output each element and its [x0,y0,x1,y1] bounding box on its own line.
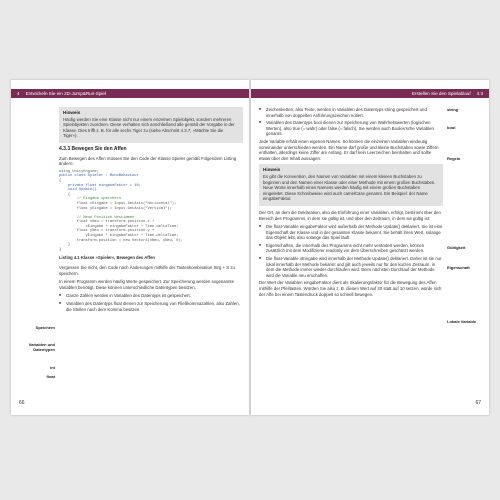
code-line: float yNeu = transform.position.y + [59,229,155,234]
chapter-header [11,89,249,98]
section-number: 4.3 [476,91,483,96]
left-page-body [59,107,243,314]
section-heading: 4.3.3 Bewegen Sie den Affen [59,145,127,152]
code-line: yEingabe * eingabeFaktor * Time.deltaTime; [59,234,179,239]
note-box-text: Es gibt die Konvention, den Namen von Variablen mit einem kleinen Buchstaben zu beginnen und den Namen einer Klasse oder einer Methode mit einem großen Buchstaben. Neue Worte innerhalb eines Namens werden häufig mit einem großen Buchstaben eingeleitet. Diese Schreibweise wird auch camelCase genannt. Ein Beispiel: der Name eingabeFaktor. [263,173,436,202]
section-title: Erstellen Sie den Spielablauf [411,91,471,96]
scope-paragraph: Der Ort, an dem die Deklaration, also die Einführung einer Variablen, erfolgt, bestimmt über den Bereich des Programms, in dem sie gültig ist, und über den Zeitraum, in dem sie gültig ist: [259,209,441,221]
margin-note-gueltigkeit: Gültigkeit [447,245,466,250]
code-line: private float eingabeFaktor = 10; [59,183,141,188]
chapter-title: Entwickeln Sie ein 2D-Jump&Run-Spiel [25,91,106,96]
list-item: ■ Die float-Variable eingabeFaktor wird außerhalb der Methode Update() deklariert. Sie ist eine Eigenschaft der Klasse und in der gesamten Klasse bekannt. Sie behält ihren Wert, solange das Objekt lebt, also solange das Spiel läuft. [259,224,443,241]
code-line: float yEingabe = Input.GetAxis("Vertical"); [59,206,172,211]
page-number-right: 67 [475,400,481,406]
margin-note-bool: bool [447,125,456,130]
save-paragraph: Vergessen Sie nicht, den Code nach Änderungen mithilfe der Tastenkombination Strg + S zu speichern. [59,265,235,276]
code-line: // Eingabe speichern [59,197,121,202]
list-item: ■ Variablen des Datentyps float dienen zur Speicherung von Fließkommazahlen, also Zahlen, die Stellen nach dem Komma besitzen. [59,301,243,312]
note-box-title: Hinweis [63,110,81,115]
list-item: ■ Ganze Zahlen werden in Variablen des Datentyps int gespeichert. [59,293,243,299]
margin-note-eigenschaft: Eigenschaft [447,265,470,270]
intro-paragraph: Zum Bewegen des Affen müssen Sie den Code der Klasse Spieler gemäß Folgendem Listing ändern: [59,155,237,167]
section-header [251,89,489,98]
right-page [251,80,489,415]
code-line: } [59,243,71,248]
rules-paragraph: Jede Variable erhält einen eigenen Namen. So können die einzelnen Variablen eindeutig voneinander unterschieden werden. Ein Name darf große und kleine Buchstaben sowie Ziffern enthalten, allerdings keine Ziffer am Anfang. Er darf kein Leerzeichen beinhalten und sollte etwas über den Inhalt aussagen. [259,138,439,161]
code-line: xEingabe * eingabeFaktor * Time.deltaTime; [59,224,179,229]
code-listing [59,170,243,253]
code-line: public class Spieler : MonoBehaviour [59,174,139,179]
list-item: ■ Zeichenketten, also Texte, werden in Variablen des Datentyps string gespeichert und innerhalb von doppelten Anführungszeichen notiert. [259,107,443,118]
final-paragraph: Der Wert der Variablen eingabeFaktor dient als Skalierungsfaktor für die Bewegung des Affen mithilfe der Pfeiltasten. Würden Sie also z. B. diesen Wert auf 20 statt auf 10 setzen, würde sich der Affe bei einem Tastendruck doppelt so schnell bewegen. [259,280,442,297]
margin-note-string: string [447,107,459,112]
code-line: { [59,192,71,197]
left-page [11,80,249,415]
list-item: ■ Variablen des Datentyps bool dienen zur Speicherung von Wahrheitswerten (logischen Werten), also true (= wahr) oder false (= falsch). Sie werden auch Booles'sche Variablen genannt. [259,120,443,137]
page-number-left: 66 [19,400,25,406]
margin-note-speichern: Speichern [35,325,55,330]
code-line: } [59,247,62,252]
note-box [59,107,243,143]
margin-note-variablen: Variablen und Datentypen [28,342,55,352]
note-box [259,164,443,206]
code-line: { [59,178,62,183]
code-line: transform.position = new Vector3(xNeu, yNeu, 0); [59,238,183,243]
margin-note-regeln: Regeln [447,156,461,161]
chapter-number: 4 [17,91,20,96]
margin-note-lokale-variable: Lokale Variable [447,319,477,324]
variables-paragraph: In einem Programm werden häufig Werte gespeichert. Zur Speicherung werden sogenannte Variablen benötigt. Diese können unterschiedliche Datentypen besitzen. [59,279,234,290]
listing-caption: Listing 4.1 Klasse »Spieler«, Bewegen des Affen [59,255,155,261]
code-line: float xEingabe = Input.GetAxis("Horizontal"); [59,201,177,206]
margin-note-float: float [46,374,55,379]
code-line: // Neue Position bestimmen [59,215,135,220]
code-line: float xNeu = transform.position.x + [59,220,155,225]
note-box-text: Häufig werden Sie eine Klasse nicht nur einem einzelnen Spielobjekt, sondern mehreren Spielobjekten zuordnen. Diese verhalten sich anschließend alle gemäß der Vorgabe in der Klasse. Dies trifft z. B. für alle sechs Tiger zu (siehe Abschnitt 4.3.7, »Mächte Sie die Tiger«). [63,116,235,139]
right-page-body [259,107,443,300]
code-line: using UnityEngine; [59,169,99,174]
margin-note-int: int [50,365,55,370]
list-item: ■ Eigenschaften, die innerhalb des Programms nicht mehr verändert werden, können zusätzlich mit dem Modifizierer readonly vor dem Überschreiben geschützt werden. [259,243,443,254]
note-box-title: Hinweis [263,167,281,173]
code-line: void Update() [59,188,97,193]
list-item: ■ Die float-Variable xEingabe wird innerhalb der Methode Update() deklariert. Daher ist sie nur lokal innerhalb der Methode bekannt und gilt auch jeweils nur für den kurzen Zeitraum, in dem die Methode immer wieder durchlaufen wird. Beim nächsten Durchlauf der Methode wird die Variable neu erschaffen. [259,256,443,278]
